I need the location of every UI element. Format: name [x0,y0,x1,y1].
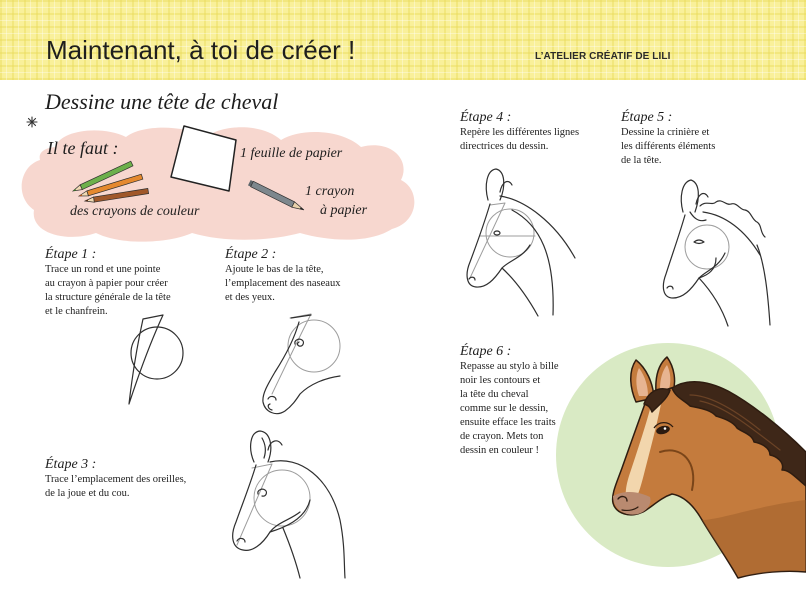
step-line: noir les contours et [460,375,541,386]
ear-outline [486,169,504,200]
step-line: Trace un rond et une pointe [45,264,161,275]
step-2 [225,247,340,305]
horse-eye-highlight [664,427,667,430]
ear-outline [681,180,698,212]
step-line: Repère les différentes lignes [460,127,580,138]
back-ear-outline [500,181,512,192]
step-line: ensuite efface les traits [460,417,556,428]
step-4 [460,110,579,154]
series-label: L’ATELIER CRÉATIF DE LILI [535,51,671,62]
activity-title: Dessine une tête de cheval [45,89,279,114]
materials-pencil-label-line1: 1 crayon [305,184,355,199]
head-outline [663,215,725,298]
eye-mark [694,240,704,244]
mane-inner-line [703,212,760,255]
step-line: et le chanfrein. [45,306,108,317]
step-line: et des yeux. [225,292,275,303]
materials-heading: Il te faut : [47,138,119,158]
mane-outline [700,201,765,237]
chanfrein-guide [470,203,505,278]
step-line: la tête du cheval [460,389,529,400]
ear-outline [251,431,271,462]
page-title: Maintenant, à toi de créer ! [46,35,356,65]
head-guide-circle [254,470,310,526]
neck-front-line [699,278,728,326]
ear-inner-line [262,438,265,458]
step-line: Dessine la crinière et [621,127,710,138]
step-label: Étape 4 : [460,110,512,125]
step-line: Ajoute le bas de la tête, [225,264,324,275]
materials-pencil-label-line2: à papier [320,203,368,218]
nostril-mark [469,277,475,280]
nostril-mark [268,396,276,400]
neck-front-line [283,528,300,578]
step-line: au crayon à papier pour créer [45,278,168,289]
step-line: de crayon. Mets ton [460,431,544,442]
step-label: Étape 3 : [45,457,97,472]
neck-back-line [270,461,345,578]
chanfrein-guide [272,314,311,394]
materials-paper-label: 1 feuille de papier [240,146,343,161]
step-line: de la tête. [621,155,662,166]
step-line: la structure générale de la tête [45,292,171,303]
step-label: Étape 6 : [460,344,512,359]
head-guide-circle [685,225,729,269]
nostril-mark [667,286,673,289]
step-1 [45,247,171,319]
step-line: Repasse au stylo à bille [460,361,559,372]
eye-mark [494,231,500,235]
step-label: Étape 1 : [45,247,97,262]
step-line: de la joue et du cou. [45,488,130,499]
step-line: Trace l’emplacement des oreilles, [45,474,187,485]
step-5-sketch [663,180,770,326]
step-label: Étape 5 : [621,110,673,125]
neck-back-line [757,245,770,325]
step-line: directrices du dessin. [460,141,549,152]
step-1-sketch [129,315,183,404]
mane-guide-line [500,196,575,258]
step-line: dessin en couleur ! [460,445,540,456]
step-2-sketch [263,314,340,414]
chanfrein-point [129,315,163,404]
step-4-sketch [467,169,575,316]
step-5 [621,110,715,168]
head-guide-circle [288,320,340,372]
step-3 [45,457,186,501]
chin-curl [268,404,272,410]
materials-colored-pencils-label: des crayons de couleur [70,204,200,219]
forelock-line [690,212,706,221]
head-guide-circle [131,327,183,379]
step-3-sketch [233,431,345,578]
step-line: comme sur le dessin, [460,403,549,414]
asterisk-icon [27,117,37,127]
step-label: Étape 2 : [225,247,277,262]
step-6 [460,344,559,458]
step-line: les différents éléments [621,141,716,152]
step-line: l’emplacement des naseaux [225,278,341,289]
neck-front-line [502,268,538,316]
